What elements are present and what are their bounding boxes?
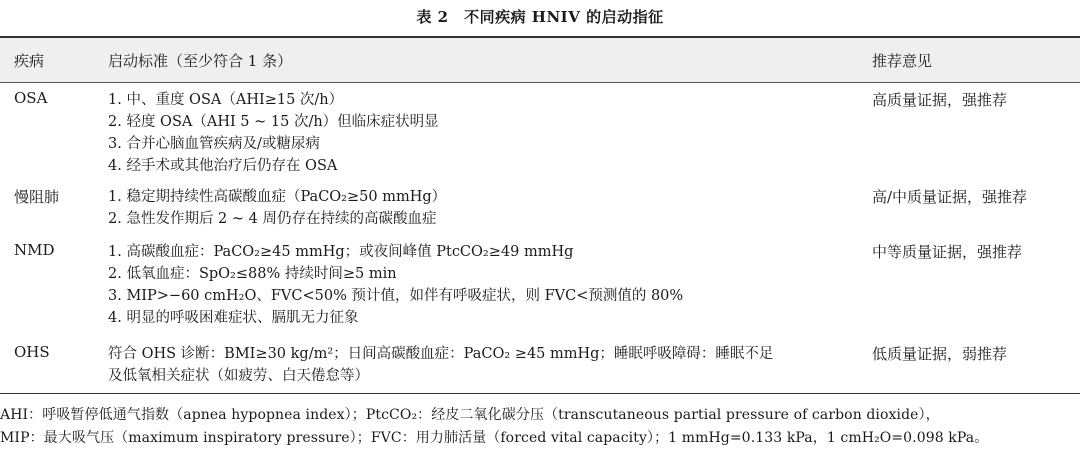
disease-cell: 慢阻肺 [14, 188, 60, 206]
criteria-cell [108, 89, 858, 177]
criteria-item: 2. 轻度 OSA（AHI 5 ~ 15 次/h）但临床症状明显 [108, 114, 439, 130]
criteria-item: 3. 合并心脑血管疾病及/或糖尿病 [108, 136, 320, 152]
table-bottom-rule [0, 393, 1080, 394]
criteria-cell [108, 343, 858, 387]
footnote-line: AHI：呼吸暂停低通气指数（apnea hypopnea index）；PtcCO₂：经皮二氧化碳分压（transcutaneous partial pressure of carbon dioxide）， [0, 407, 940, 423]
recommendation-cell: 高/中质量证据，强推荐 [872, 188, 1028, 206]
indications-table [0, 36, 1080, 83]
disease-cell: OHS [14, 343, 50, 361]
criteria-item: 1. 中、重度 OSA（AHI≥15 次/h） [108, 92, 344, 108]
criteria-item: 4. 明显的呼吸困难症状、膈肌无力征象 [108, 310, 359, 326]
criteria-item: 1. 高碳酸血症：PaCO₂≥45 mmHg；或夜间峰值 PtcCO₂≥49 mmHg [108, 244, 574, 260]
criteria-item: 1. 稳定期持续性高碳酸血症（PaCO₂≥50 mmHg） [108, 189, 447, 205]
table-footnote [0, 404, 1080, 450]
header-criteria: 启动标准（至少符合 1 条） [108, 52, 293, 70]
criteria-cell [108, 186, 858, 230]
criteria-item: 及低氧相关症状（如疲劳、白天倦怠等） [108, 368, 369, 384]
criteria-item: 2. 低氧血症：SpO₂≤88% 持续时间≥5 min [108, 266, 397, 282]
recommendation-cell: 低质量证据，弱推荐 [872, 345, 1008, 363]
footnote-line: MIP：最大吸气压（maximum inspiratory pressure）；FVC：用力肺活量（forced vital capacity）；1 mmHg=0.133 kPa，1 cmH₂O=0.098 kPa。 [0, 430, 989, 446]
criteria-item: 3. MIP>−60 cmH₂O、FVC<50% 预计值，如伴有呼吸症状，则 FVC<预测值的 80% [108, 288, 684, 304]
criteria-cell [108, 241, 858, 329]
criteria-item: 2. 急性发作期后 2 ~ 4 周仍存在持续的高碳酸血症 [108, 211, 437, 227]
disease-cell: NMD [14, 241, 55, 259]
disease-cell: OSA [14, 89, 48, 107]
table-title: 表 2 不同疾病 HNIV 的启动指征 [416, 8, 664, 26]
recommendation-cell: 中等质量证据，强推荐 [872, 243, 1023, 261]
criteria-item: 4. 经手术或其他治疗后仍存在 OSA [108, 158, 338, 174]
header-disease: 疾病 [14, 52, 45, 70]
table-header-row [0, 36, 1080, 83]
recommendation-cell: 高质量证据，强推荐 [872, 91, 1008, 109]
header-recommendation: 推荐意见 [872, 52, 933, 70]
criteria-item: 符合 OHS 诊断：BMI≥30 kg/m²；日间高碳酸血症：PaCO₂ ≥45 mmHg；睡眠呼吸障碍：睡眠不足 [108, 346, 774, 362]
